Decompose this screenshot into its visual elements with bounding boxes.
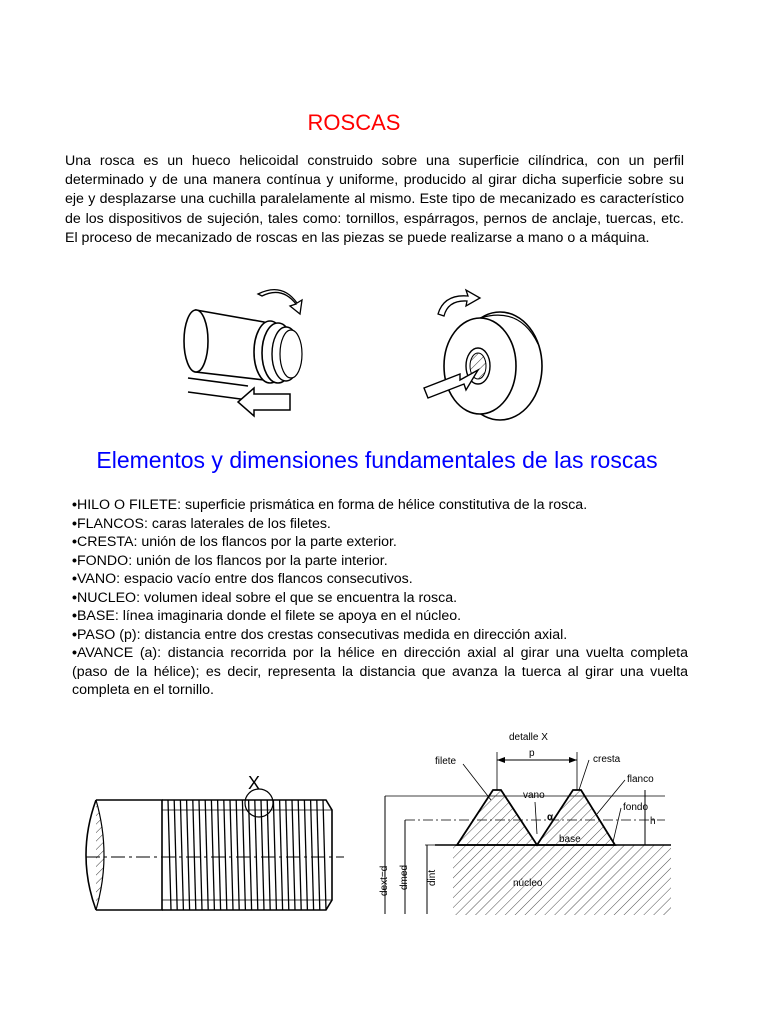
thread-line: [242, 800, 245, 910]
thread-line: [323, 800, 326, 910]
thread-line: [168, 800, 171, 910]
thread-line: [317, 800, 320, 910]
base-label: base: [559, 834, 581, 845]
list-item: •VANO: espacio vacío entre dos flancos consecutivos.: [72, 571, 413, 587]
vano-label: vano: [523, 790, 545, 801]
thread-line: [280, 800, 283, 910]
thread-line: [311, 800, 314, 910]
dint-label: dint: [427, 869, 438, 886]
thread-profile-detail: [375, 728, 675, 918]
thread-line: [267, 800, 270, 910]
list-item: •CRESTA: unión de los flancos por la parte exterior.: [72, 534, 397, 550]
fondo-label: fondo: [623, 802, 649, 813]
thread-line: [174, 800, 177, 910]
thread-line: [249, 800, 252, 910]
list-item: •AVANCE (a): distancia recorrida por la hélice en dirección axial al girar una vuelta completa (paso de la hélice); es decir, representa la distancia que avanza la tuerca al girar una vuelta completa en el tornillo.: [72, 645, 688, 698]
thread-line: [193, 800, 196, 910]
thread-line: [199, 800, 202, 910]
thread-line: [180, 800, 183, 910]
thread-line: [230, 800, 233, 910]
thread-line: [304, 800, 307, 910]
list-item: •PASO (p): distancia entre dos crestas consecutivas medida en dirección axial.: [72, 626, 568, 643]
thread-line: [211, 800, 214, 910]
detail-mark-label: X: [248, 773, 261, 793]
external-threading-illustration: [178, 282, 314, 424]
list-item: •BASE: línea imaginaria donde el filete se apoya en el núcleo.: [72, 608, 462, 624]
definition-list: [72, 496, 688, 700]
section-title: Elementos y dimensiones fundamentales de las roscas: [96, 447, 658, 473]
cresta-label: cresta: [593, 754, 621, 765]
thread-line: [273, 800, 276, 910]
pitch-label: p: [529, 748, 535, 759]
filete-label: filete: [435, 756, 457, 767]
dext-label: dext=d: [379, 865, 390, 896]
internal-threading-illustration: [420, 284, 546, 424]
detail-title: detalle X: [509, 732, 548, 743]
intro-paragraph: Una rosca es un hueco helicoidal construido sobre una superficie cilíndrica, con un perfil determinado y de una manera contínua y uniforme, producido al girar dicha superficie sobre su eje y desplazarse una cuchilla paralelamente al mismo. Este tipo de mecanizado es característico de los dispositivos de sujeción, tales como: tornillos, espárragos, pernos de anclaje, tuercas, etc. El proceso de mecanizado de roscas en las piezas se puede realizarse a mano o a máquina.: [65, 153, 684, 246]
thread-line: [286, 800, 289, 910]
list-item: •HILO O FILETE: superficie prismática en forma de hélice constitutiva de la rosca.: [72, 497, 588, 513]
flanco-label: flanco: [627, 774, 654, 785]
nucleo-label: núcleo: [513, 878, 543, 889]
list-item: •FONDO: unión de los flancos por la parte interior.: [72, 552, 388, 569]
thread-line: [218, 800, 221, 910]
thread-line: [236, 800, 239, 910]
height-label: h: [650, 816, 656, 827]
thread-line: [298, 800, 301, 910]
screw-thread-drawing: [82, 770, 352, 920]
thread-line: [224, 800, 227, 910]
list-item: •FLANCOS: caras laterales de los filetes.: [72, 515, 331, 532]
thread-line: [292, 800, 295, 910]
page-title: ROSCAS: [307, 110, 401, 135]
thread-line: [187, 800, 190, 910]
dmed-label: dmed: [399, 864, 410, 890]
alpha-label: α: [547, 812, 554, 823]
list-item: •NUCLEO: volumen ideal sobre el que se encuentra la rosca.: [72, 589, 458, 606]
thread-line: [205, 800, 208, 910]
